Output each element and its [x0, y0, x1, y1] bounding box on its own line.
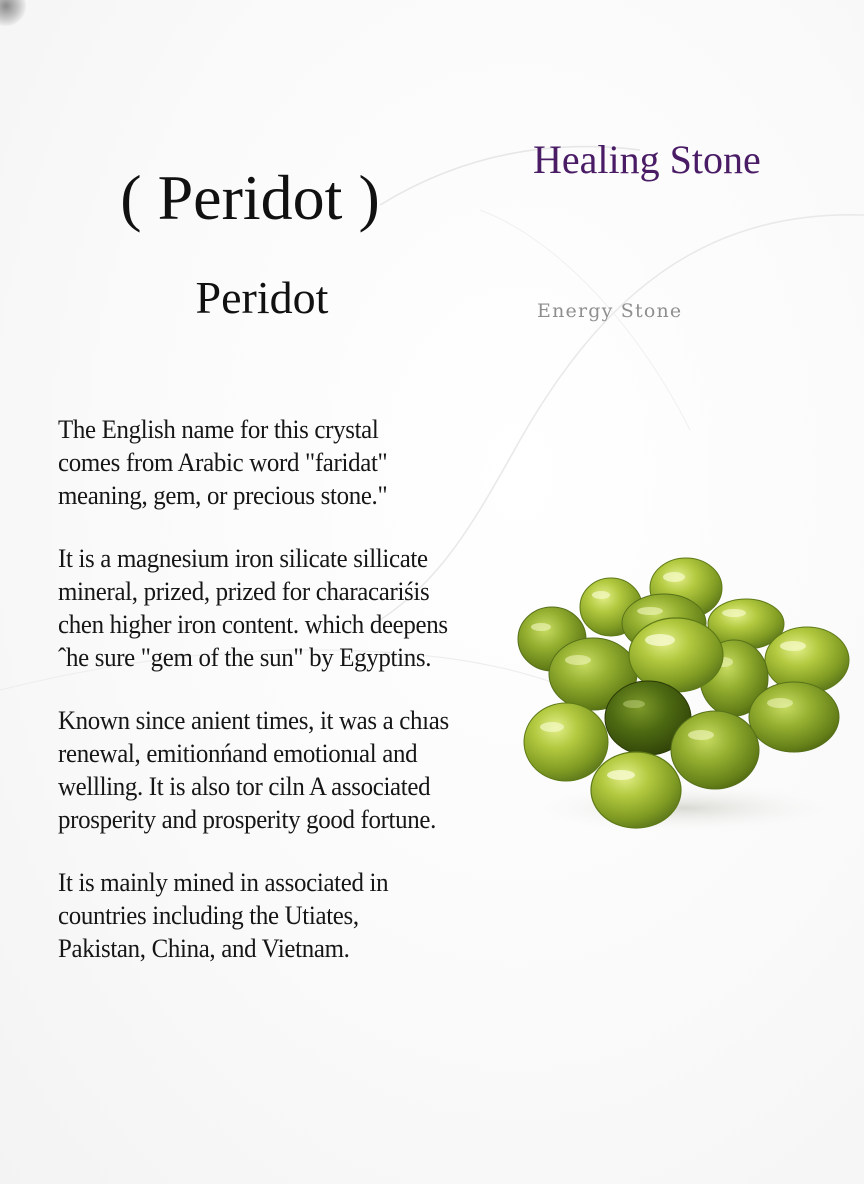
tag-healing-stone: Healing Stone [533, 137, 761, 182]
tag-energy-stone: Energy Stone [537, 300, 683, 322]
description-line: It is a magnesium iron silicate sillicate [58, 543, 428, 573]
description-paragraph-3 [58, 704, 508, 836]
description-text [58, 413, 508, 995]
peridot-stone [749, 682, 839, 752]
description-line: meaning, gem, or precious stone." [58, 480, 388, 510]
description-paragraph-1 [58, 413, 508, 512]
description-line: countries including the Utiates, [58, 900, 359, 930]
description-line: wellling. It is also tor ciln A associated [58, 771, 431, 801]
description-line: mineral, prized, prized for characariśis [58, 576, 430, 606]
peridot-stone [591, 752, 681, 828]
description-line: Known since anient times, it was a chıas [58, 705, 449, 735]
peridot-stones-image [512, 550, 857, 840]
peridot-stone [524, 703, 608, 781]
description-line: renewal, emitionńand emotionıal and [58, 738, 418, 768]
stones-shadow [519, 782, 849, 834]
description-line: ˆhe sure "gem of the sun" by Egyptins. [58, 642, 432, 672]
description-line: comes from Arabic word "faridat" [58, 447, 388, 477]
description-line: chen higher iron content. which deepens [58, 609, 448, 639]
description-line: It is mainly mined in associated in [58, 867, 389, 897]
description-line: Pakistan, China, and Vietnam. [58, 933, 350, 963]
description-line: The English name for this crystal [58, 414, 379, 444]
description-line: prosperity and prosperity good fortune. [58, 804, 437, 834]
page-title: ( Peridot ) [120, 162, 380, 233]
description-paragraph-2 [58, 542, 508, 674]
peridot-stone [671, 711, 759, 789]
page-subtitle: Peridot [195, 272, 329, 323]
description-paragraph-4 [58, 866, 508, 965]
